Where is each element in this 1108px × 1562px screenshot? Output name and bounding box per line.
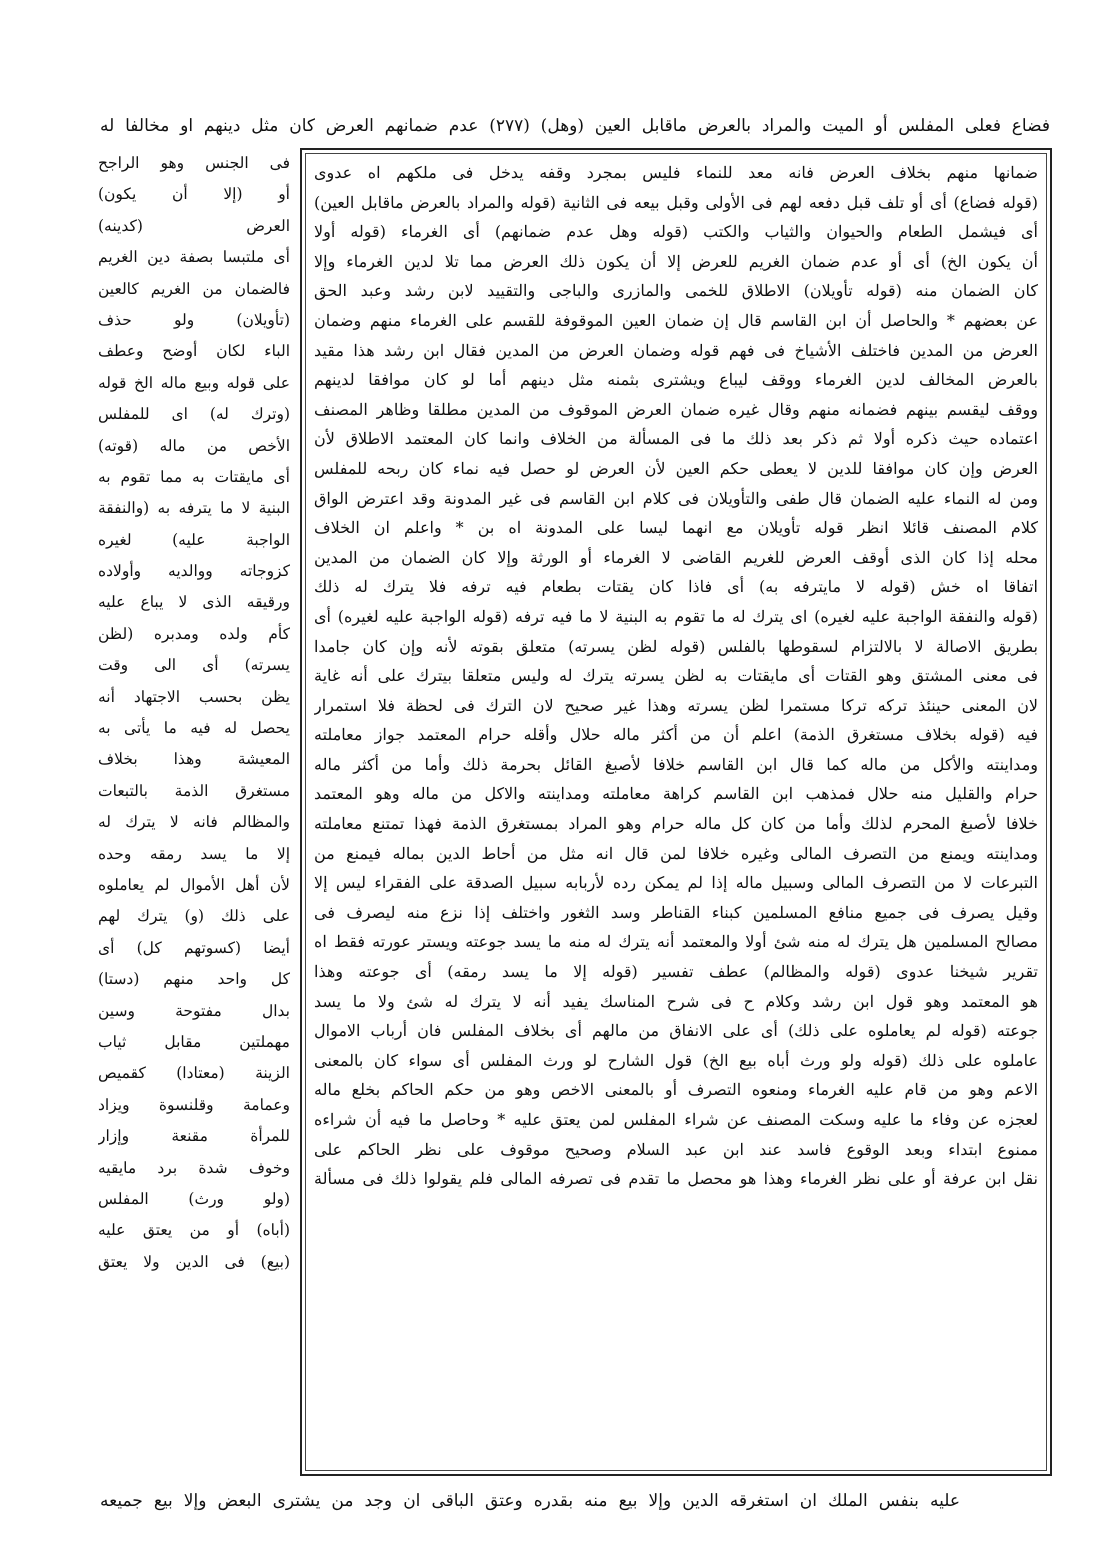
main-text-line: (بيع) فى الدين ولا يعتق <box>98 1252 290 1271</box>
main-text-column <box>98 148 290 1476</box>
commentary-line: فى معنى المشتق وهو القتات أى مايقتات به لظن يسرته يترك له وليس متعلقا بيترك على أنه غاية <box>314 666 1038 686</box>
commentary-line: لان المعنى حينئذ تركه تركا مستمرا لظن يسرته وهذا غير صحيح لان الترك فى لحظة فلا استمرار <box>314 695 1038 715</box>
main-text-line: (تأويلان) ولو حذف <box>98 310 290 329</box>
commentary-line: كلام المصنف قائلا انظر قوله تأويلان مع انهما ليسا على المدونة اه بن * واعلم ان الخلاف <box>314 518 1038 538</box>
main-text-line: لأن أهل الأموال لم يعاملوه <box>98 875 290 894</box>
main-text-line: العرض (كدينه) <box>98 216 290 235</box>
commentary-line: تقرير شيخنا عدوى (قوله والمظالم) عطف تفسير (قوله إلا ما يسد رمقه) أى جوعته وهذا <box>314 962 1038 982</box>
main-text-line: (وترك له) اى للمفلس <box>98 405 290 424</box>
commentary-line: العرض وإن كان موافقا للدين لا يعطى حكم العين لأن العرض لو حصل فيه نماء كان ربحه للمفلس <box>314 458 1038 478</box>
commentary-text <box>305 153 1047 1471</box>
main-text-line: يحصل له فيه ما يأتى به <box>98 719 290 738</box>
commentary-line: محله إذا كان الذى أوقف العرض للغريم القاضى لا الغرماء أو الورثة وإلا كان الضمان من المدين <box>314 547 1038 567</box>
commentary-line: مصالح المسلمين هل يترك له منه شئ أولا والمعتمد أنه يترك له منه ما يسد جوعته ويستر عورته فقط اه <box>314 932 1038 952</box>
main-text-line: (ولو ورث) المفلس <box>98 1189 290 1208</box>
main-text-line: كزوجاته ووالديه وأولاده <box>98 562 290 581</box>
main-text-line: كأم ولده ومدبره (لظن <box>98 624 290 643</box>
commentary-line: وقيل يصرف فى جميع منافع المسلمين كبناء القناطر وسد الثغور واختلف إذا نزع منه ليصرف فى <box>314 902 1038 922</box>
main-text-line: مهملتين مقابل ثياب <box>98 1032 290 1051</box>
main-text-line: فى الجنس وهو الراجح <box>98 154 290 172</box>
main-text-line: يظن بحسب الاجتهاد أنه <box>98 687 290 706</box>
commentary-line: بطريق الاصالة لا بالالتزام لسقوطها بالفلس (قوله لظن يسرته) متعلق بقوته لأنه وإن كان جامدا <box>314 636 1038 656</box>
main-text-line: كل واحد منهم (دستا) <box>98 970 290 989</box>
commentary-frame <box>300 148 1052 1476</box>
commentary-line: بالعرض المخالف لدين الغرماء ووقف ليباع ويشترى بثمنه مثل دينهم أما لو كان موافقا لدينهم <box>314 370 1038 390</box>
commentary-line: (قوله فضاع) أى أو تلف قبل دفعه لهم فى الأولى وقبل بيعه فى الثانية (قوله والمراد بالعرض ماقابل العين) <box>314 192 1038 212</box>
main-text-line: أى ملتبسا بصفة دين الغريم <box>98 248 290 267</box>
main-text-line: وعمامة وقلنسوة ويزاد <box>98 1095 290 1114</box>
main-text-line: أى مايقتات به مما تقوم به <box>98 467 290 486</box>
commentary-line: اتفاقا اه خش (قوله لا مايترفه به) أى فاذا كان يقتات بطعام فيه ترفه فلا يترك له ذلك <box>314 577 1038 597</box>
commentary-line: جوعته (قوله لم يعاملوه على ذلك) أى على الانفاق من مالهم أى بخلاف المفلس فان أرباب الاموال <box>314 1021 1038 1041</box>
main-text-line: الباء لكان أوضح وعطف <box>98 342 290 361</box>
commentary-line: عاملوه على ذلك (قوله ولو ورث أباه بيع الخ) قول الشارح لو ورث المفلس أى سواء كان بالمعنى <box>314 1050 1038 1070</box>
main-text-line: أو (إلا أن يكون) <box>98 185 290 204</box>
commentary-line: عن بعضهم * والحاصل أن ابن القاسم قال إن ضمان العين الموقوفة للقسم على الغرماء منهم وضمان <box>314 310 1038 330</box>
commentary-line: (قوله والنفقة الواجبة عليه لغيره) اى يترك له ما تقوم به البنية لا ما فيه ترفه (قوله الواجبة عليه لغيره) أى <box>314 606 1038 626</box>
commentary-line: فيه (قوله بخلاف مستغرق الذمة) اعلم أن من أكثر ماله حلال وأقله حرام المعتمد جواز معاملته <box>314 725 1038 745</box>
commentary-line: اعتماده حيث ذكره أولا ثم ذكر بعد ذلك ما فى المسألة من الخلاف وانما كان المعتمد الاطلاق لأن <box>314 429 1038 449</box>
main-text-line: الأخص من ماله (قوته) <box>98 436 290 455</box>
main-text-line: الواجبة عليه) لغيره <box>98 530 290 549</box>
main-text-line: ورقيقه الذى لا يباع عليه <box>98 593 290 612</box>
main-text-line: على ذلك (و) يترك لهم <box>98 907 290 926</box>
commentary-line: ضمانها منهم بخلاف العرض فانه معد للنماء فليس بمجرد وقفه يدخل فى ملكهم اه عدوى <box>314 163 1038 182</box>
commentary-line: ومداينته ويمنع من التصرف المالى وغيره خلافا لمن قال انه مثل من أحاط الدين بماله فيمنع من <box>314 843 1038 863</box>
main-text-line: (أباه) أو من يعتق عليه <box>98 1221 290 1240</box>
commentary-line: هو المعتمد وهو قول ابن رشد وكلام ح فى شرح المناسك يفيد أنه لا يترك له شئ ولا ما يسد <box>314 991 1038 1011</box>
commentary-line: التبرعات لا من التصرف المالى وسبيل ماله إذا لم يمكن رده لأربابه سبيل الصدقة على الفقراء ليس إلا <box>314 873 1038 893</box>
main-text-line: للمرأة مقنعة وإزار <box>98 1127 290 1146</box>
main-text-line: إلا ما يسد رمقه وحده <box>98 844 290 863</box>
commentary-line: خلافا لأصبغ المحرم لذلك وأما من كان كل ماله حرام وهو المراد بمستغرق الذمة فهذا تمتنع معاملته <box>314 814 1038 834</box>
main-text-line: وخوف شدة برد مايقيه <box>98 1158 290 1177</box>
commentary-line: أن يكون الخ) أى أو عدم ضمان الغريم للعرض إلا أن يكون ذلك العرض مما تلا لدين الغرماء وإلا <box>314 251 1038 271</box>
commentary-line: ووقف ليقسم بينهم فضمانه منهم وقال غيره ضمان العرض الموقوف من المدين مطلقا وظاهر المصنف <box>314 399 1038 419</box>
footer-line: عليه بنفس الملك ان استغرقه الدين وإلا بيع منه بقدره وعتق الباقى ان وجد من يشترى البعض وإلا بيع جميعه <box>100 1491 960 1511</box>
main-text-line: البنية لا ما يترفه به (والنفقة <box>98 499 290 518</box>
main-text-line: على قوله وبيع ماله الخ قوله <box>98 373 290 392</box>
main-text-line: المعيشة وهذا بخلاف <box>98 750 290 769</box>
commentary-line: لعجزه عن وفاء ما عليه وسكت المصنف عن شراء المفلس لمن يعتق عليه * وحاصل ما فيه أن شراءه <box>314 1110 1038 1129</box>
main-text-line: أيضا (كسوتهم كل) أى <box>98 938 290 957</box>
main-text-line: يسرته) أى الى وقت <box>98 656 290 675</box>
main-text-line: فالضمان من الغريم كالعين <box>98 279 290 298</box>
commentary-line: العرض من المدين فاختلف الأشياخ فى فهم قوله وضمان العرض من المدين فقال ابن رشد هذا مقيد <box>314 340 1038 360</box>
main-text-line: الزينة (معتادا) كقميص <box>98 1064 290 1083</box>
commentary-line: كان الضمان منه (قوله تأويلان) الاطلاق للخمى والمازرى والباجى والتقييد لابن رشد وعبد الحق <box>314 281 1038 301</box>
commentary-line: نقل ابن عرفة أو على نظر الغرماء وهذا هو محصل ما تقدم فى تصرفه المالى فلم يقولوا ذلك فى مسألة <box>314 1169 1038 1189</box>
commentary-line: ومداينته والأكل من ماله كما قال ابن القاسم خلافا لأصبغ القائل بحرمة ذلك وأما من أكثر ماله <box>314 754 1038 774</box>
running-header: فضاع فعلى المفلس أو الميت والمراد بالعرض ماقابل العين (وهل) (٢٧٧) عدم ضمانهم العرض كان مثل دينهم او مخالفا له <box>100 116 1050 136</box>
main-text-line: والمظالم فانه لا يترك له <box>98 813 290 832</box>
commentary-line: الاعم وهو من قام عليه الغرماء ومنعوه التصرف أو بالمعنى الاخص وهو من حكم الحاكم بخلع ماله <box>314 1080 1038 1100</box>
main-text-line: مستغرق الذمة بالتبعات <box>98 781 290 800</box>
commentary-line: ومن له النماء عليه الضمان قال طفى والتأويلان فى كلام ابن القاسم فى غير المدونة وقد اعترض الواق <box>314 488 1038 508</box>
commentary-line: حرام والقليل منه حلال فمذهب ابن القاسم كراهة معاملته ومداينته والاكل من ماله وهو المعتمد <box>314 784 1038 804</box>
commentary-line: ممنوع ابتداء وبعد الوقوع فاسد عند ابن عبد السلام وصحيح موقوف على نظر الحاكم على <box>314 1139 1038 1159</box>
commentary-line: أى فيشمل الطعام والحيوان والثياب والكتب (قوله وهل عدم ضمانهم) أى الغرماء (قوله أولا <box>314 222 1038 242</box>
main-text-line: بدال مفتوحة وسين <box>98 1001 290 1020</box>
